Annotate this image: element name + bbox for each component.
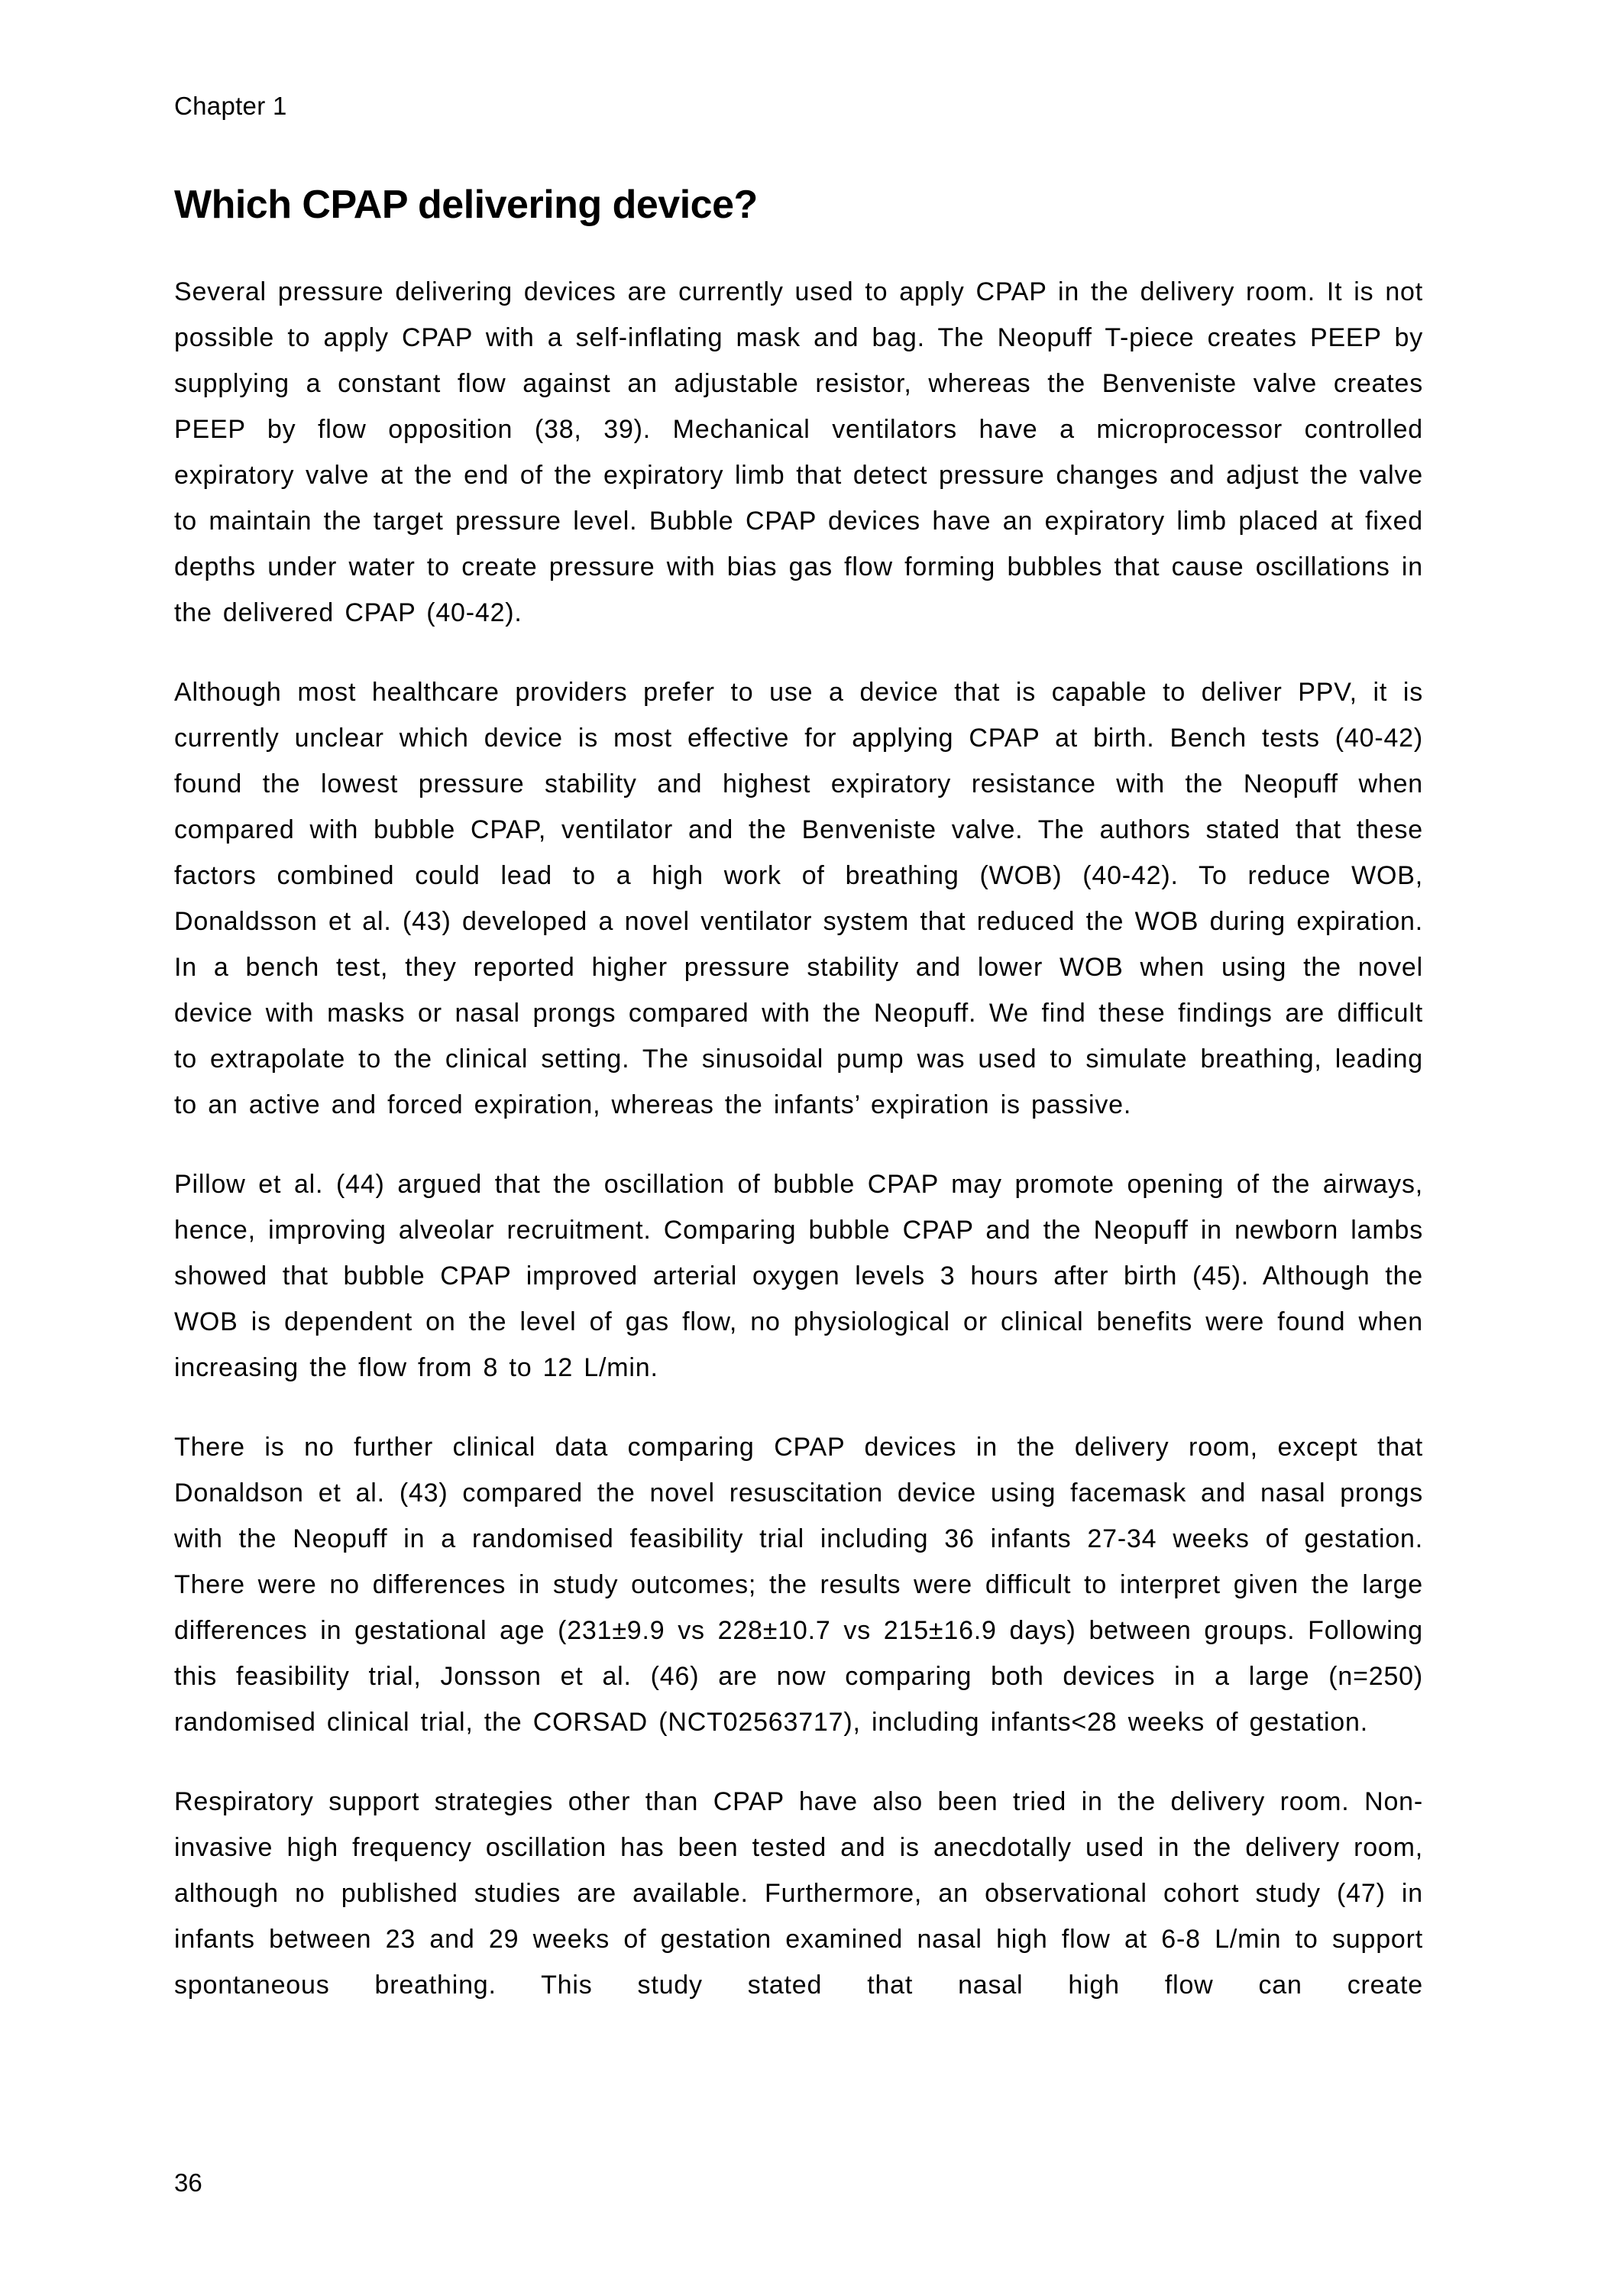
page-title: Which CPAP delivering device? xyxy=(174,183,758,227)
paragraph-4: There is no further clinical data comparing CPAP devices in the delivery room, except that Donaldson et al. (43) compared the novel resuscitation device using facemask and nasal prongs with the Neopuff in a randomised feasibility trial including 36 infants 27-34 weeks of gestation. There were no differences in study outcomes; the results were difficult to interpret given the large differences in gestational age (231±9.9 vs 228±10.7 vs 215±16.9 days) between groups. Following this feasibility trial, Jonsson et al. (46) are now comparing both devices in a large (n=250) randomised clinical trial, the CORSAD (NCT02563717), including infants<28 weeks of gestation. xyxy=(174,1433,1423,1737)
paragraph-5: Respiratory support strategies other than CPAP have also been tried in the delivery room. Non-invasive high frequency oscillation has been tested and is anecdotally used in the delivery room, although no published studies are available. Furthermore, an observational cohort study (47) in infants between 23 and 29 weeks of gestation examined nasal high flow at 6-8 L/min to support spontaneous breathing. This study stated that nasal high flow can create xyxy=(174,1787,1423,2000)
chapter-label: Chapter 1 xyxy=(174,92,287,120)
paragraph-1: Several pressure delivering devices are currently used to apply CPAP in the delivery room. It is not possible to apply CPAP with a self-inflating mask and bag. The Neopuff T-piece creates PEEP by supplying a constant flow against an adjustable resistor, whereas the Benveniste valve creates PEEP by flow opposition (38, 39). Mechanical ventilators have a microprocessor controlled expiratory valve at the end of the expiratory limb that detect pressure changes and adjust the valve to maintain the target pressure level. Bubble CPAP devices have an expiratory limb placed at fixed depths under water to create pressure with bias gas flow forming bubbles that cause oscillations in the delivered CPAP (40-42). xyxy=(174,277,1423,627)
page-number: 36 xyxy=(174,2168,202,2197)
body-text xyxy=(174,269,1423,2042)
paragraph-2: Although most healthcare providers prefer to use a device that is capable to deliver PPV, it is currently unclear which device is most effective for applying CPAP at birth. Bench tests (40-42) found the lowest pressure stability and highest expiratory resistance with the Neopuff when compared with bubble CPAP, ventilator and the Benveniste valve. The authors stated that these factors combined could lead to a high work of breathing (WOB) (40-42). To reduce WOB, Donaldsson et al. (43) developed a novel ventilator system that reduced the WOB during expiration. In a bench test, they reported higher pressure stability and lower WOB when using the novel device with masks or nasal prongs compared with the Neopuff. We find these findings are difficult to extrapolate to the clinical setting. The sinusoidal pump was used to simulate breathing, leading to an active and forced expiration, whereas the infants’ expiration is passive. xyxy=(174,678,1423,1119)
paragraph-3: Pillow et al. (44) argued that the oscillation of bubble CPAP may promote opening of the airways, hence, improving alveolar recruitment. Comparing bubble CPAP and the Neopuff in newborn lambs showed that bubble CPAP improved arterial oxygen levels 3 hours after birth (45). Although the WOB is dependent on the level of gas flow, no physiological or clinical benefits were found when increasing the flow from 8 to 12 L/min. xyxy=(174,1170,1423,1382)
